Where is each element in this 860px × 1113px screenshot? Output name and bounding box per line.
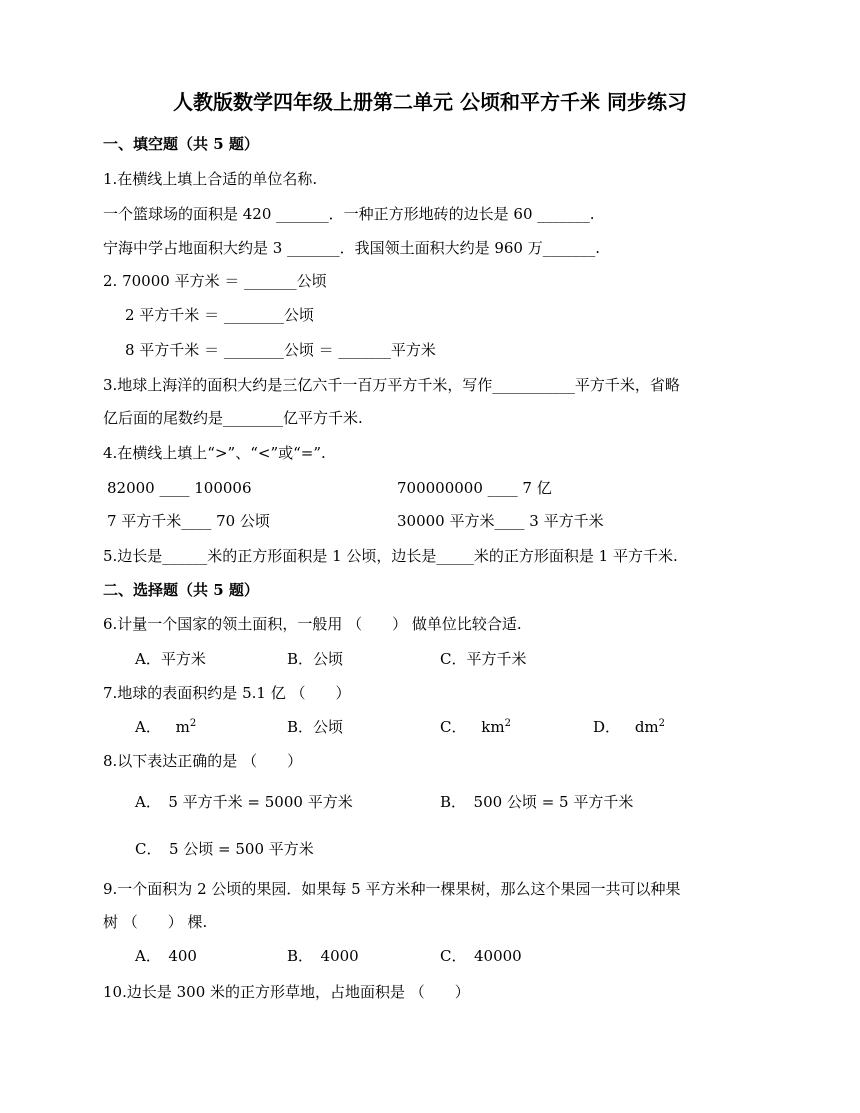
q10-stem: 10.边长是 300 米的正方形草地，占地面积是 （ ） — [103, 983, 470, 1001]
q8-stem: 8.以下表达正确的是 （ ） — [103, 752, 303, 770]
q8-option-b: B． 500 公顷 = 5 平方千米 — [440, 793, 634, 811]
q1-line2: 宁海中学占地面积大约是 3 _______．我国领土面积大约是 960 万_______. — [103, 239, 601, 257]
q7-option-c-unit: km — [481, 718, 505, 736]
q8-option-a: A． 5 平方千米 = 5000 平方米 — [135, 793, 353, 811]
q1-stem: 1.在横线上填上合适的单位名称. — [103, 170, 318, 188]
q7-option-d-unit: dm — [634, 718, 659, 736]
q6-option-a: A．平方米 — [135, 650, 206, 668]
q3-line2: 亿后面的尾数约是________亿平方千米. — [103, 409, 363, 427]
q7-option-a-prefix: A． — [135, 718, 161, 736]
q2-line1: 2. 70000 平方米 ＝ _______公顷 — [103, 272, 327, 290]
q2-line2: 2 平方千米 ＝ ________公顷 — [125, 306, 314, 324]
q3-line1: 3.地球上海洋的面积大约是三亿六千一百万平方千米，写作___________平方千米，省略 — [103, 376, 680, 394]
q7-option-c-exp: 2 — [504, 718, 511, 729]
q7-option-d — [593, 717, 665, 737]
q5-stem: 5.边长是______米的正方形面积是 1 公顷，边长是_____米的正方形面积是 1 平方千米. — [103, 547, 678, 565]
q4-item-a: 82000 ____ 100006 — [107, 479, 252, 497]
q6-option-c: C．平方千米 — [440, 650, 527, 668]
section-fill-heading: 一、填空题（共 5 题） — [103, 135, 259, 153]
q6-option-b: B．公顷 — [287, 650, 344, 668]
q7-option-d-exp: 2 — [658, 718, 666, 729]
q7-option-a-unit: m — [175, 718, 190, 736]
q9-line2: 树 （ ） 棵. — [103, 913, 208, 931]
q9-option-b: B． 4000 — [287, 947, 359, 965]
q7-stem: 7.地球的表面积约是 5.1 亿 （ ） — [103, 684, 351, 702]
q7-option-c — [440, 717, 511, 737]
q9-option-c: C． 40000 — [440, 947, 522, 965]
q2-line3: 8 平方千米 ＝ ________公顷 ＝ _______平方米 — [125, 341, 436, 359]
q1-line1: 一个篮球场的面积是 420 _______．一种正方形地砖的边长是 60 _______. — [103, 205, 595, 223]
q7-option-a — [135, 717, 196, 737]
q4-item-c: 7 平方千米____ 70 公顷 — [107, 512, 270, 530]
q6-stem: 6.计量一个国家的领土面积，一般用 （ ） 做单位比较合适. — [103, 615, 522, 633]
q4-item-b: 700000000 ____ 7 亿 — [397, 479, 552, 497]
q7-option-c-prefix: C． — [440, 718, 467, 736]
q9-option-a: A． 400 — [135, 947, 197, 965]
q8-option-c: C． 5 公顷 = 500 平方米 — [135, 840, 314, 858]
q7-option-a-exp: 2 — [189, 718, 197, 729]
page-title: 人教版数学四年级上册第二单元 公顷和平方千米 同步练习 — [173, 90, 687, 114]
q9-line1: 9.一个面积为 2 公顷的果园．如果每 5 平方米种一棵果树，那么这个果园一共可以种果 — [103, 880, 681, 898]
section-choice-heading: 二、选择题（共 5 题） — [103, 581, 259, 599]
q4-stem: 4.在横线上填上“>”、“<”或“=”. — [103, 444, 326, 462]
q7-option-d-prefix: D． — [593, 718, 621, 736]
q7-option-b: B．公顷 — [287, 718, 344, 736]
q4-item-d: 30000 平方米____ 3 平方千米 — [397, 512, 604, 530]
